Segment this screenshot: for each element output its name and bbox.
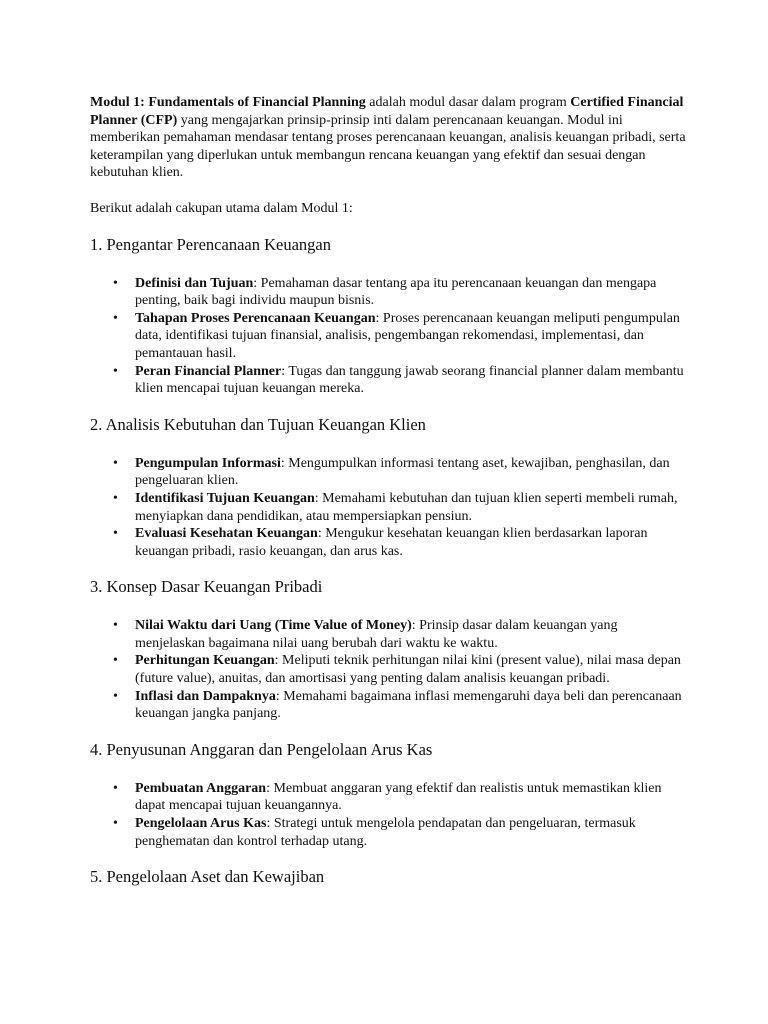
item-term: Pengumpulan Informasi	[135, 455, 281, 471]
section-4-list	[90, 780, 690, 850]
item-term: Inflasi dan Dampaknya	[135, 688, 276, 704]
section-3-title: 3. Konsep Dasar Keuangan Pribadi	[90, 577, 323, 597]
section-3-list	[90, 617, 690, 723]
intro-bold-module: Modul 1: Fundamentals of Financial Planning	[90, 95, 366, 110]
item-desc: : Membuat anggaran yang efektif dan realistis untuk memastikan klien dapat mencapai tujuan keuangannya.	[135, 780, 662, 814]
bullet-icon: •	[113, 455, 118, 471]
bullet-icon: •	[113, 310, 118, 326]
list-item	[113, 815, 690, 850]
list-item	[113, 455, 690, 490]
item-desc: : Mengumpulkan informasi tentang aset, kewajiban, penghasilan, dan pengeluaran klien.	[135, 455, 670, 489]
bullet-icon: •	[113, 780, 118, 796]
section-2-title: 2. Analisis Kebutuhan dan Tujuan Keuangan Klien	[90, 414, 426, 434]
item-desc: : Memahami kebutuhan dan tujuan klien seperti membeli rumah, menyiapkan dana pendidikan, atau mempersiapkan pensiun.	[135, 490, 678, 524]
item-term: Identifikasi Tujuan Keuangan	[135, 490, 315, 506]
item-desc: : Prinsip dasar dalam keuangan yang menjelaskan bagaimana nilai uang berubah dari waktu ke waktu.	[135, 618, 618, 651]
bullet-icon: •	[113, 618, 118, 634]
section-2-list	[90, 455, 690, 561]
list-item	[113, 688, 690, 723]
bullet-icon: •	[113, 526, 118, 542]
item-desc: : Tugas dan tanggung jawab seorang financial planner dalam membantu klien mencapai tujuan keuangan mereka.	[135, 363, 684, 397]
bullet-icon: •	[113, 816, 118, 832]
intro-paragraph	[90, 94, 690, 182]
item-term: Tahapan Proses Perencanaan Keuangan	[135, 310, 376, 326]
item-term: Nilai Waktu dari Uang (Time Value of Money)	[135, 618, 412, 634]
list-item	[113, 525, 690, 560]
item-desc: : Mengukur kesehatan keuangan klien berdasarkan laporan keuangan pribadi, rasio keuangan, dan arus kas.	[135, 526, 648, 559]
intro-text-1: adalah modul dasar dalam program	[365, 95, 571, 110]
bullet-icon: •	[113, 490, 118, 506]
item-desc: : Proses perencanaan keuangan meliputi pengumpulan data, identifikasi tujuan finansial, analisis, pengembangan rekomendasi, implementasi, dan pemantauan hasil.	[135, 310, 680, 361]
list-item	[113, 617, 690, 652]
intro-bold-cfp: Certified Financial Planner (CFP)	[90, 95, 684, 128]
list-item	[113, 490, 690, 525]
section-5-title: 5. Pengelolaan Aset dan Kewajiban	[90, 867, 325, 887]
section-1-list	[90, 275, 690, 398]
bullet-icon: •	[113, 363, 118, 379]
intro-text-2: yang mengajarkan prinsip-prinsip inti dalam perencanaan keuangan. Modul ini memberikan pemahaman mendasar tentang proses perencanaan keuangan, analisis keuangan pribadi, serta keterampilan yang diperlukan untuk membangun rencana keuangan yang efektif dan sesuai dengan kebutuhan klien.	[90, 112, 686, 181]
item-term: Perhitungan Keuangan	[135, 653, 275, 669]
item-term: Pengelolaan Arus Kas	[135, 816, 267, 832]
item-term: Evaluasi Kesehatan Keuangan	[135, 526, 318, 542]
item-term: Pembuatan Anggaran	[135, 780, 267, 796]
lead-paragraph: Berikut adalah cakupan utama dalam Modul 1:	[90, 200, 353, 216]
bullet-icon: •	[113, 653, 118, 669]
list-item	[113, 275, 690, 310]
section-4-title: 4. Penyusunan Anggaran dan Pengelolaan Arus Kas	[90, 739, 433, 759]
list-item	[113, 363, 690, 398]
list-item	[113, 652, 690, 687]
section-1-title: 1. Pengantar Perencanaan Keuangan	[90, 234, 331, 254]
item-desc: : Meliputi teknik perhitungan nilai kini (present value), nilai masa depan (future value), anuitas, dan amortisasi yang penting dalam analisis keuangan pribadi.	[135, 653, 681, 687]
item-term: Peran Financial Planner	[135, 363, 282, 379]
item-term: Definisi dan Tujuan	[135, 275, 254, 291]
list-item	[113, 780, 690, 815]
item-desc: : Memahami bagaimana inflasi memengaruhi daya beli dan perencanaan keuangan jangka panjang.	[135, 688, 682, 722]
bullet-icon: •	[113, 275, 118, 291]
bullet-icon: •	[113, 688, 118, 704]
item-desc: : Pemahaman dasar tentang apa itu perencanaan keuangan dan mengapa penting, baik bagi individu maupun bisnis.	[135, 275, 657, 309]
document-page	[90, 94, 690, 907]
item-desc: : Strategi untuk mengelola pendapatan dan pengeluaran, termasuk penghematan dan kontrol terhadap utang.	[135, 816, 636, 849]
list-item	[113, 310, 690, 363]
